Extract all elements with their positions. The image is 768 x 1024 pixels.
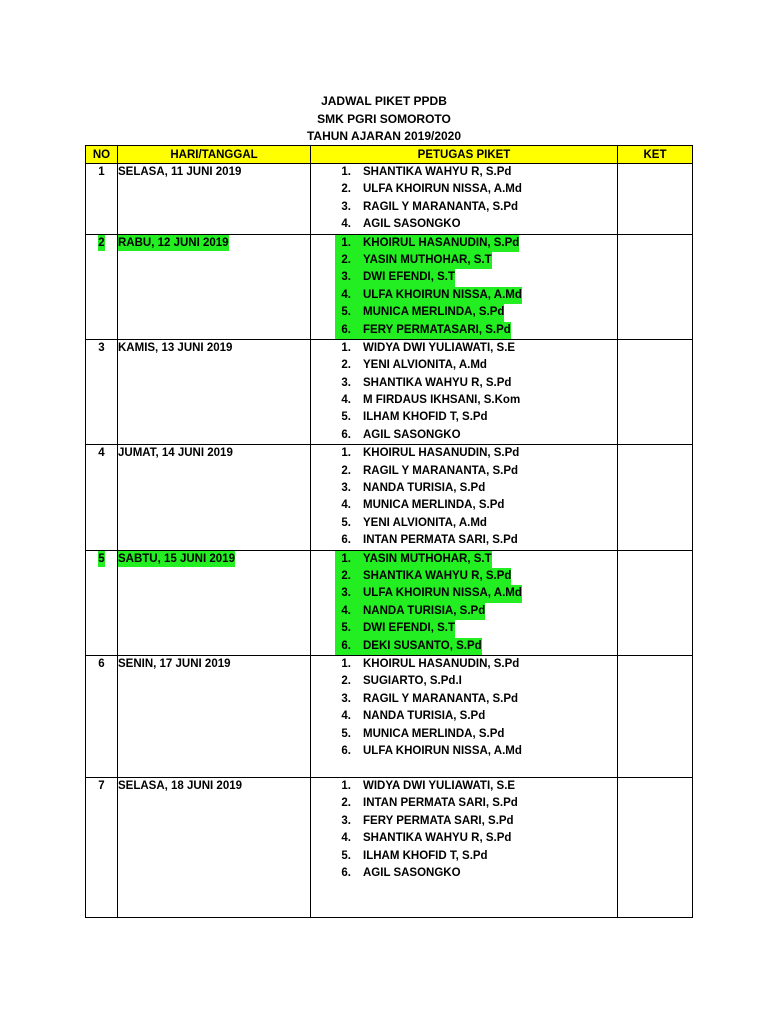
staff-name: YENI ALVIONITA, A.Md <box>363 359 487 372</box>
staff-name: MUNICA MERLINDA, S.Pd <box>363 727 505 740</box>
staff-list <box>311 164 617 234</box>
staff-list-item <box>311 463 617 480</box>
staff-item-number: 5. <box>341 849 351 862</box>
staff-list-item <box>311 691 617 708</box>
staff-list <box>311 551 617 655</box>
staff-list-item <box>311 551 617 568</box>
ket-cell <box>618 655 693 777</box>
staff-item-number: 2. <box>341 183 351 196</box>
staff-name: KHOIRUL HASANUDIN, S.Pd <box>363 447 520 460</box>
staff-name: ULFA KHOIRUN NISSA, A.Md <box>363 183 522 196</box>
staff-list-item <box>311 515 617 532</box>
table-row <box>86 777 693 917</box>
staff-list-item <box>311 708 617 725</box>
staff-list-item <box>311 830 617 847</box>
column-header-no: NO <box>86 146 118 164</box>
staff-name: AGIL SASONGKO <box>363 218 461 231</box>
day-date-cell <box>118 550 311 655</box>
table-row <box>86 234 693 339</box>
day-date: RABU, 12 JUNI 2019 <box>118 236 229 249</box>
staff-item-number: 3. <box>341 814 351 827</box>
staff-name: INTAN PERMATA SARI, S.Pd <box>363 534 518 547</box>
staff-name: ULFA KHOIRUN NISSA, A.Md <box>363 287 522 304</box>
staff-cell <box>311 339 618 444</box>
staff-list-item <box>311 304 617 321</box>
staff-cell <box>311 445 618 550</box>
staff-name: ULFA KHOIRUN NISSA, A.Md <box>363 585 522 602</box>
ket-cell <box>618 164 693 235</box>
staff-name: YENI ALVIONITA, A.Md <box>363 516 487 529</box>
staff-name: SUGIARTO, S.Pd.I <box>363 675 462 688</box>
document-title: JADWAL PIKET PPDB <box>321 94 447 108</box>
staff-name: NANDA TURISIA, S.Pd <box>363 482 486 495</box>
staff-list-item <box>311 480 617 497</box>
title-block <box>0 93 768 146</box>
staff-list-item <box>311 409 617 426</box>
row-number-cell <box>86 339 118 444</box>
school-name: SMK PGRI SOMOROTO <box>317 111 451 126</box>
staff-item-number: 3. <box>335 269 363 286</box>
column-header-day: HARI/TANGGAL <box>118 146 311 164</box>
staff-list-item <box>311 181 617 198</box>
ket-cell <box>618 550 693 655</box>
ket-cell <box>618 445 693 550</box>
staff-name: NANDA TURISIA, S.Pd <box>363 603 485 620</box>
staff-item-number: 5. <box>341 516 351 529</box>
row-number-cell <box>86 445 118 550</box>
staff-list-item <box>311 375 617 392</box>
staff-item-number: 1. <box>335 235 363 252</box>
schedule-table <box>85 145 693 918</box>
row-number: 7 <box>98 779 105 792</box>
staff-item-number: 1. <box>341 779 351 792</box>
staff-name: SHANTIKA WAHYU R, S.Pd <box>363 166 512 178</box>
staff-name: RAGIL Y MARANANTA, S.Pd <box>363 200 519 213</box>
staff-name: INTAN PERMATA SARI, S.Pd <box>363 797 518 810</box>
staff-cell <box>311 655 618 777</box>
staff-item-number: 1. <box>341 341 351 354</box>
staff-name: FERY PERMATASARI, S.Pd <box>363 322 511 339</box>
row-number: 6 <box>98 657 105 670</box>
staff-list-item <box>311 568 617 585</box>
staff-item-number: 6. <box>335 322 363 339</box>
staff-cell <box>311 777 618 917</box>
staff-item-number: 6. <box>335 638 363 655</box>
column-header-ket: KET <box>618 146 693 164</box>
staff-name: MUNICA MERLINDA, S.Pd <box>363 499 505 512</box>
staff-list-item <box>311 357 617 374</box>
staff-item-number: 5. <box>341 727 351 740</box>
staff-item-number: 2. <box>341 675 351 688</box>
day-date: JUMAT, 14 JUNI 2019 <box>118 447 233 460</box>
staff-list-item <box>311 778 617 795</box>
staff-item-number: 4. <box>335 603 363 620</box>
staff-item-number: 2. <box>335 568 363 585</box>
staff-item-number: 3. <box>341 376 351 389</box>
staff-list <box>311 235 617 339</box>
staff-name: YASIN MUTHOHAR, S.T <box>363 551 492 568</box>
staff-item-number: 4. <box>341 832 351 845</box>
staff-item-number: 1. <box>341 166 351 178</box>
staff-name: WIDYA DWI YULIAWATI, S.E <box>363 341 516 354</box>
staff-name: ILHAM KHOFID T, S.Pd <box>363 849 488 862</box>
day-date: SELASA, 11 JUNI 2019 <box>118 166 242 178</box>
day-date-cell <box>118 655 311 777</box>
staff-item-number: 3. <box>341 200 351 213</box>
staff-list-item <box>311 269 617 286</box>
staff-list-item <box>311 340 617 357</box>
table-row <box>86 445 693 550</box>
staff-item-number: 1. <box>335 551 363 568</box>
staff-item-number: 2. <box>335 252 363 269</box>
staff-list-item <box>311 726 617 743</box>
staff-cell <box>311 164 618 235</box>
staff-item-number: 1. <box>341 657 351 670</box>
table-row <box>86 550 693 655</box>
row-number-cell <box>86 550 118 655</box>
staff-name: DWI EFENDI, S.T <box>363 620 455 637</box>
staff-list-item <box>311 164 617 181</box>
row-number: 1 <box>98 166 105 178</box>
ket-cell <box>618 339 693 444</box>
staff-list-item <box>311 848 617 865</box>
staff-item-number: 6. <box>341 428 351 441</box>
staff-name: M FIRDAUS IKHSANI, S.Kom <box>363 394 521 407</box>
day-date-cell <box>118 164 311 235</box>
staff-list-item <box>311 427 617 444</box>
staff-name: RAGIL Y MARANANTA, S.Pd <box>363 692 519 705</box>
staff-name: SHANTIKA WAHYU R, S.Pd <box>363 568 511 585</box>
staff-list-item <box>311 603 617 620</box>
row-number-cell <box>86 777 118 917</box>
day-date: SABTU, 15 JUNI 2019 <box>118 552 235 565</box>
staff-item-number: 4. <box>341 394 351 407</box>
staff-name: ULFA KHOIRUN NISSA, A.Md <box>363 744 522 757</box>
staff-list-item <box>311 392 617 409</box>
row-number: 3 <box>98 341 105 354</box>
staff-list-item <box>311 497 617 514</box>
staff-list-item <box>311 287 617 304</box>
row-number-cell <box>86 655 118 777</box>
staff-list-item <box>311 199 617 216</box>
staff-name: DWI EFENDI, S.T <box>363 269 455 286</box>
day-date-cell <box>118 777 311 917</box>
staff-item-number: 3. <box>341 482 351 495</box>
staff-item-number: 1. <box>341 447 351 460</box>
staff-list <box>311 778 617 882</box>
staff-item-number: 5. <box>335 304 363 321</box>
table-row <box>86 164 693 235</box>
staff-name: MUNICA MERLINDA, S.Pd <box>363 304 504 321</box>
staff-name: RAGIL Y MARANANTA, S.Pd <box>363 464 519 477</box>
staff-cell <box>311 234 618 339</box>
staff-list-item <box>311 865 617 882</box>
staff-item-number: 2. <box>341 464 351 477</box>
staff-list <box>311 340 617 444</box>
staff-name: FERY PERMATA SARI, S.Pd <box>363 814 514 827</box>
staff-name: ILHAM KHOFID T, S.Pd <box>363 411 488 424</box>
table-header-row <box>86 146 693 164</box>
staff-list-item <box>311 813 617 830</box>
staff-list-item <box>311 322 617 339</box>
staff-item-number: 4. <box>341 218 351 231</box>
staff-name: NANDA TURISIA, S.Pd <box>363 710 486 723</box>
staff-list-item <box>311 656 617 673</box>
row-number: 4 <box>98 447 105 460</box>
staff-list-item <box>311 620 617 637</box>
staff-cell <box>311 550 618 655</box>
staff-name: KHOIRUL HASANUDIN, S.Pd <box>363 235 519 252</box>
staff-list-item <box>311 585 617 602</box>
day-date-cell <box>118 339 311 444</box>
ket-cell <box>618 777 693 917</box>
staff-item-number: 6. <box>341 534 351 547</box>
table-row <box>86 339 693 444</box>
staff-list-item <box>311 235 617 252</box>
day-date: SENIN, 17 JUNI 2019 <box>118 657 231 670</box>
staff-item-number: 5. <box>335 620 363 637</box>
staff-item-number: 2. <box>341 797 351 810</box>
staff-list-item <box>311 673 617 690</box>
row-number-cell <box>86 164 118 235</box>
staff-name: YASIN MUTHOHAR, S.T <box>363 252 492 269</box>
staff-list-item <box>311 216 617 233</box>
staff-item-number: 3. <box>335 585 363 602</box>
staff-name: WIDYA DWI YULIAWATI, S.E <box>363 779 516 792</box>
staff-list-item <box>311 638 617 655</box>
staff-name: SHANTIKA WAHYU R, S.Pd <box>363 376 512 389</box>
academic-year: TAHUN AJARAN 2019/2020 <box>306 129 462 143</box>
staff-name: AGIL SASONGKO <box>363 428 461 441</box>
staff-name: KHOIRUL HASANUDIN, S.Pd <box>363 657 520 670</box>
staff-item-number: 6. <box>341 744 351 757</box>
staff-name: AGIL SASONGKO <box>363 866 461 879</box>
staff-item-number: 6. <box>341 866 351 879</box>
day-date-cell <box>118 445 311 550</box>
day-date: SELASA, 18 JUNI 2019 <box>118 779 243 792</box>
staff-item-number: 4. <box>335 287 363 304</box>
day-date-cell <box>118 234 311 339</box>
staff-name: DEKI SUSANTO, S.Pd <box>363 638 482 655</box>
row-number-cell <box>86 234 118 339</box>
row-number: 5 <box>98 552 105 565</box>
staff-name: SHANTIKA WAHYU R, S.Pd <box>363 832 512 845</box>
table-row <box>86 655 693 777</box>
staff-item-number: 4. <box>341 499 351 512</box>
staff-list <box>311 445 617 549</box>
row-number: 2 <box>98 236 105 249</box>
staff-item-number: 2. <box>341 359 351 372</box>
staff-list-item <box>311 532 617 549</box>
staff-list-item <box>311 795 617 812</box>
ket-cell <box>618 234 693 339</box>
day-date: KAMIS, 13 JUNI 2019 <box>118 341 233 354</box>
staff-list-item <box>311 252 617 269</box>
column-header-staff: PETUGAS PIKET <box>311 146 618 164</box>
staff-item-number: 3. <box>341 692 351 705</box>
staff-item-number: 4. <box>341 710 351 723</box>
staff-list-item <box>311 445 617 462</box>
staff-list-item <box>311 743 617 760</box>
staff-list <box>311 656 617 760</box>
staff-item-number: 5. <box>341 411 351 424</box>
